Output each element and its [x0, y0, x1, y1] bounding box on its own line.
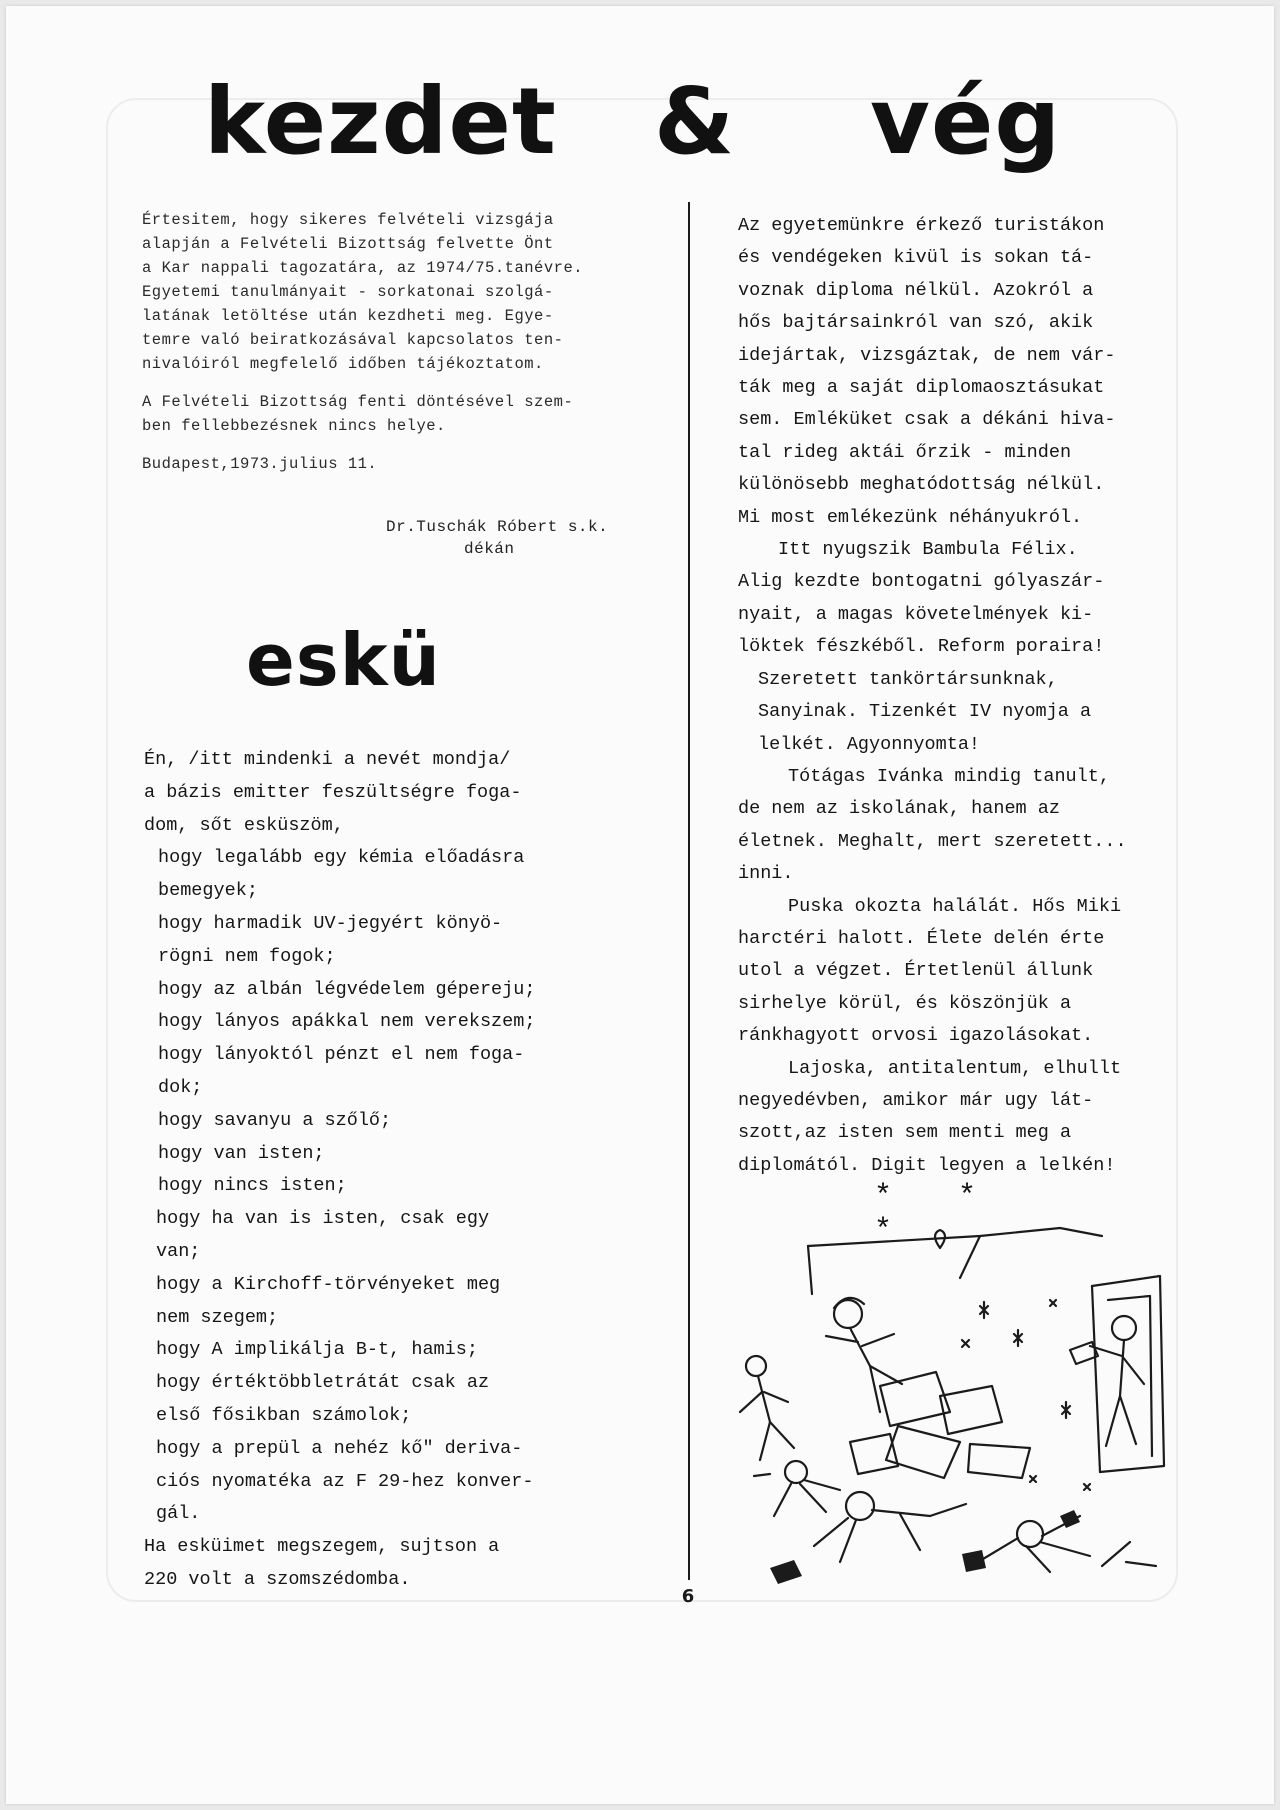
story-line: inni.: [738, 863, 794, 885]
story-line: sirhelye körül, és köszönjük a: [738, 992, 1072, 1014]
story-line: idejártak, vizsgáztak, de nem vár-: [738, 344, 1116, 366]
story-line: harctéri halott. Élete delén érte: [738, 927, 1105, 949]
notice-line: ben fellebbezésnek nincs helye.: [142, 417, 446, 435]
notice-date: Budapest,1973.julius 11.: [142, 455, 378, 473]
oath-text: [144, 744, 684, 1597]
oath-line: hogy van isten;: [158, 1142, 325, 1164]
oath-line: hogy savanyu a szőlő;: [158, 1109, 392, 1131]
notice-line: a Kar nappali tagozatára, az 1974/75.tanévre.: [142, 259, 584, 277]
memorial-text: [738, 210, 1208, 1182]
oath-line: első fősikban számolok;: [156, 1404, 412, 1426]
story-line: és vendégeken kivül is sokan tá-: [738, 247, 1094, 269]
oath-line: ciós nyomatéka az F 29-hez konver-: [156, 1470, 534, 1492]
newsletter-page: [6, 6, 1274, 1804]
oath-line: hogy legalább egy kémia előadásra: [158, 847, 525, 869]
story-line: diplomától. Digit legyen a lelkén!: [738, 1154, 1116, 1176]
signature-title: dékán: [464, 540, 515, 558]
headline-kezdet: kezdet: [204, 68, 557, 175]
story-line: voznak diploma nélkül. Azokról a: [738, 279, 1094, 301]
story-line: ránkhagyott orvosi igazolásokat.: [738, 1025, 1094, 1047]
notice-line: temre való beiratkozásával kapcsolatos ten-: [142, 331, 564, 349]
notice-line: Értesitem, hogy sikeres felvételi vizsgája: [142, 211, 554, 229]
oath-line: hogy lányos apákkal nem verekszem;: [158, 1011, 536, 1033]
story-line: de nem az iskolának, hanem az: [738, 798, 1060, 820]
headline-veg: vég: [870, 68, 1062, 175]
story-line: Sanyinak. Tizenkét IV nyomja a: [758, 701, 1092, 723]
story-line: életnek. Meghalt, mert szeretett...: [738, 830, 1127, 852]
story-line: lelkét. Agyonnyomta!: [758, 733, 981, 755]
story-line: Mi most emlékezünk néhányukról.: [738, 506, 1083, 528]
story-line: Tótágas Ivánka mindig tanult,: [788, 765, 1110, 787]
oath-line: hogy a prepül a nehéz kő" deriva-: [156, 1437, 523, 1459]
story-line: ták meg a saját diplomaosztásukat: [738, 377, 1105, 399]
headline-esku: eskü: [246, 618, 441, 702]
oath-line: dok;: [158, 1076, 203, 1098]
oath-line: hogy nincs isten;: [158, 1175, 347, 1197]
story-line: utol a végzet. Értetlenül állunk: [738, 960, 1094, 982]
oath-line: rögni nem fogok;: [158, 945, 336, 967]
story-line: szott,az isten sem menti meg a: [738, 1122, 1072, 1144]
page-number: 6: [681, 1586, 695, 1607]
story-line: Szeretett tankörtársunknak,: [758, 668, 1058, 690]
signature-name: Dr.Tuschák Róbert s.k.: [386, 518, 609, 536]
story-line: Az egyetemünkre érkező turistákon: [738, 215, 1105, 236]
oath-line: nem szegem;: [156, 1306, 279, 1328]
story-line: löktek fészkéből. Reform poraira!: [738, 636, 1105, 658]
oath-line: 220 volt a szomszédomba.: [144, 1568, 411, 1590]
story-line: hős bajtársainkról van szó, akik: [738, 312, 1094, 334]
oath-line: Én, /itt mindenki a nevét mondja/: [144, 749, 511, 770]
oath-line: a bázis emitter feszültségre foga-: [144, 781, 522, 803]
oath-line: Ha esküimet megszegem, sujtson a: [144, 1536, 500, 1558]
notice-line: Egyetemi tanulmányait - sorkatonai szolgá-: [142, 283, 554, 301]
notice-line: latának letöltése után kezdheti meg. Egye-: [142, 307, 554, 325]
section-stars: * * *: [874, 1180, 1001, 1248]
oath-line: hogy A implikálja B-t, hamis;: [156, 1339, 478, 1361]
column-divider: [688, 202, 690, 1580]
notice-line: A Felvételi Bizottság fenti döntésével szem-: [142, 393, 574, 411]
chaos-cartoon-illustration: [730, 1216, 1178, 1586]
story-line: tal rideg aktái őrzik - minden: [738, 441, 1072, 463]
story-line: különösebb meghatódottság nélkül.: [738, 474, 1105, 496]
story-line: Lajoska, antitalentum, elhullt: [788, 1057, 1122, 1079]
oath-line: hogy értéktöbbletrátát csak az: [156, 1372, 490, 1394]
oath-line: hogy harmadik UV-jegyért könyö-: [158, 912, 503, 934]
oath-line: bemegyek;: [158, 880, 258, 902]
oath-line: hogy az albán légvédelem gépereju;: [158, 978, 536, 1000]
oath-line: hogy ha van is isten, csak egy: [156, 1208, 490, 1230]
story-line: nyait, a magas követelmények ki-: [738, 603, 1094, 625]
story-line: negyedévben, amikor már ugy lát-: [738, 1089, 1094, 1111]
oath-line: dom, sőt esküszöm,: [144, 814, 344, 836]
story-line: Itt nyugszik Bambula Félix.: [778, 539, 1078, 561]
story-line: Alig kezdte bontogatni gólyaszár-: [738, 571, 1105, 593]
oath-line: gál.: [156, 1503, 201, 1525]
notice-line: alapján a Felvételi Bizottság felvette Önt: [142, 235, 554, 253]
oath-line: hogy a Kirchoff-törvényeket meg: [156, 1273, 501, 1295]
story-line: sem. Emléküket csak a dékáni hiva-: [738, 409, 1116, 431]
headline-ampersand: &: [654, 68, 736, 175]
notice-paragraph-2: [142, 390, 642, 438]
oath-line: hogy lányoktól pénzt el nem foga-: [158, 1044, 525, 1066]
signature-block: [386, 516, 686, 560]
admission-notice: [142, 208, 642, 490]
notice-line: nivalóiról megfelelő időben tájékoztatom.: [142, 355, 544, 373]
story-line: Puska okozta halálát. Hős Miki: [788, 895, 1122, 917]
oath-line: van;: [156, 1240, 201, 1262]
notice-paragraph-1: [142, 208, 642, 376]
